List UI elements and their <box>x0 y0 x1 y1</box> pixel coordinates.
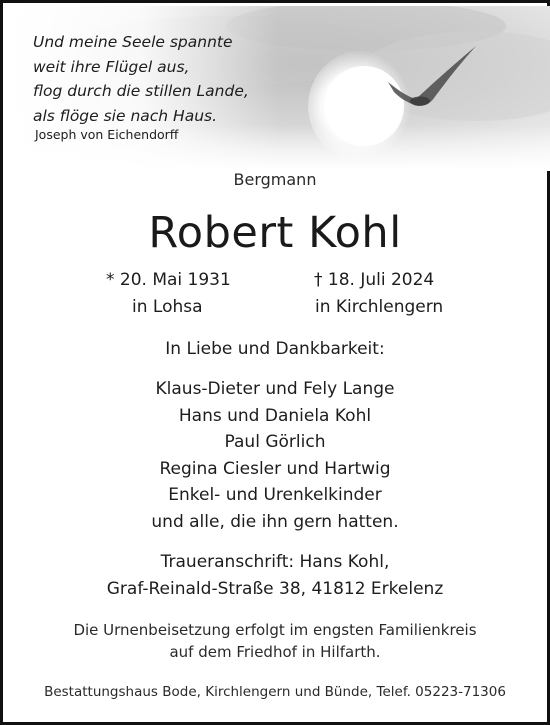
mourner-name: Enkel- und Urenkelkinder <box>168 485 382 505</box>
poem-line: weit ihre Flügel aus, <box>33 57 190 76</box>
deceased-name: Robert Kohl <box>148 208 402 258</box>
poem-author: Joseph von Eichendorff <box>35 127 179 142</box>
mourner-name: Klaus-Dieter und Fely Lange <box>155 379 395 399</box>
death-info <box>314 267 443 321</box>
mourning-address <box>3 549 547 603</box>
mourner-name: Paul Görlich <box>224 432 326 452</box>
burial-notice <box>3 619 547 663</box>
poem <box>33 30 249 128</box>
poem-line: flog durch die stillen Lande, <box>33 82 249 100</box>
address-line: Graf-Reinald-Straße 38, 41812 Erkelenz <box>106 579 444 599</box>
birth-place: in Lohsa <box>132 297 203 317</box>
notice-line: Die Urnenbeisetzung erfolgt im engsten Familienkreis <box>73 621 477 639</box>
address-line: Traueranschrift: Hans Kohl, <box>160 552 390 572</box>
birth-date: * 20. Mai 1931 <box>106 270 231 290</box>
mourner-name: und alle, die ihn gern hatten. <box>151 511 399 532</box>
death-date: † 18. Juli 2024 <box>314 270 435 290</box>
birth-info <box>106 267 231 321</box>
mourner-name: Regina Ciesler und Hartwig <box>159 458 391 479</box>
notice-line: auf dem Friedhof in Hilfarth. <box>169 643 381 661</box>
poem-line: Und meine Seele spannte <box>33 33 233 51</box>
profession: Bergmann <box>233 170 317 189</box>
funeral-home-footer: Bestattungshaus Bode, Kirchlengern und Bünde, Telef. 05223-71306 <box>44 684 506 700</box>
mourners-intro: In Liebe und Dankbarkeit: <box>165 339 385 359</box>
poem-line: als flöge sie nach Haus. <box>33 106 218 125</box>
death-place: in Kirchlengern <box>315 297 444 317</box>
mourner-name: Hans und Daniela Kohl <box>178 405 372 426</box>
mourners-list <box>3 376 547 535</box>
